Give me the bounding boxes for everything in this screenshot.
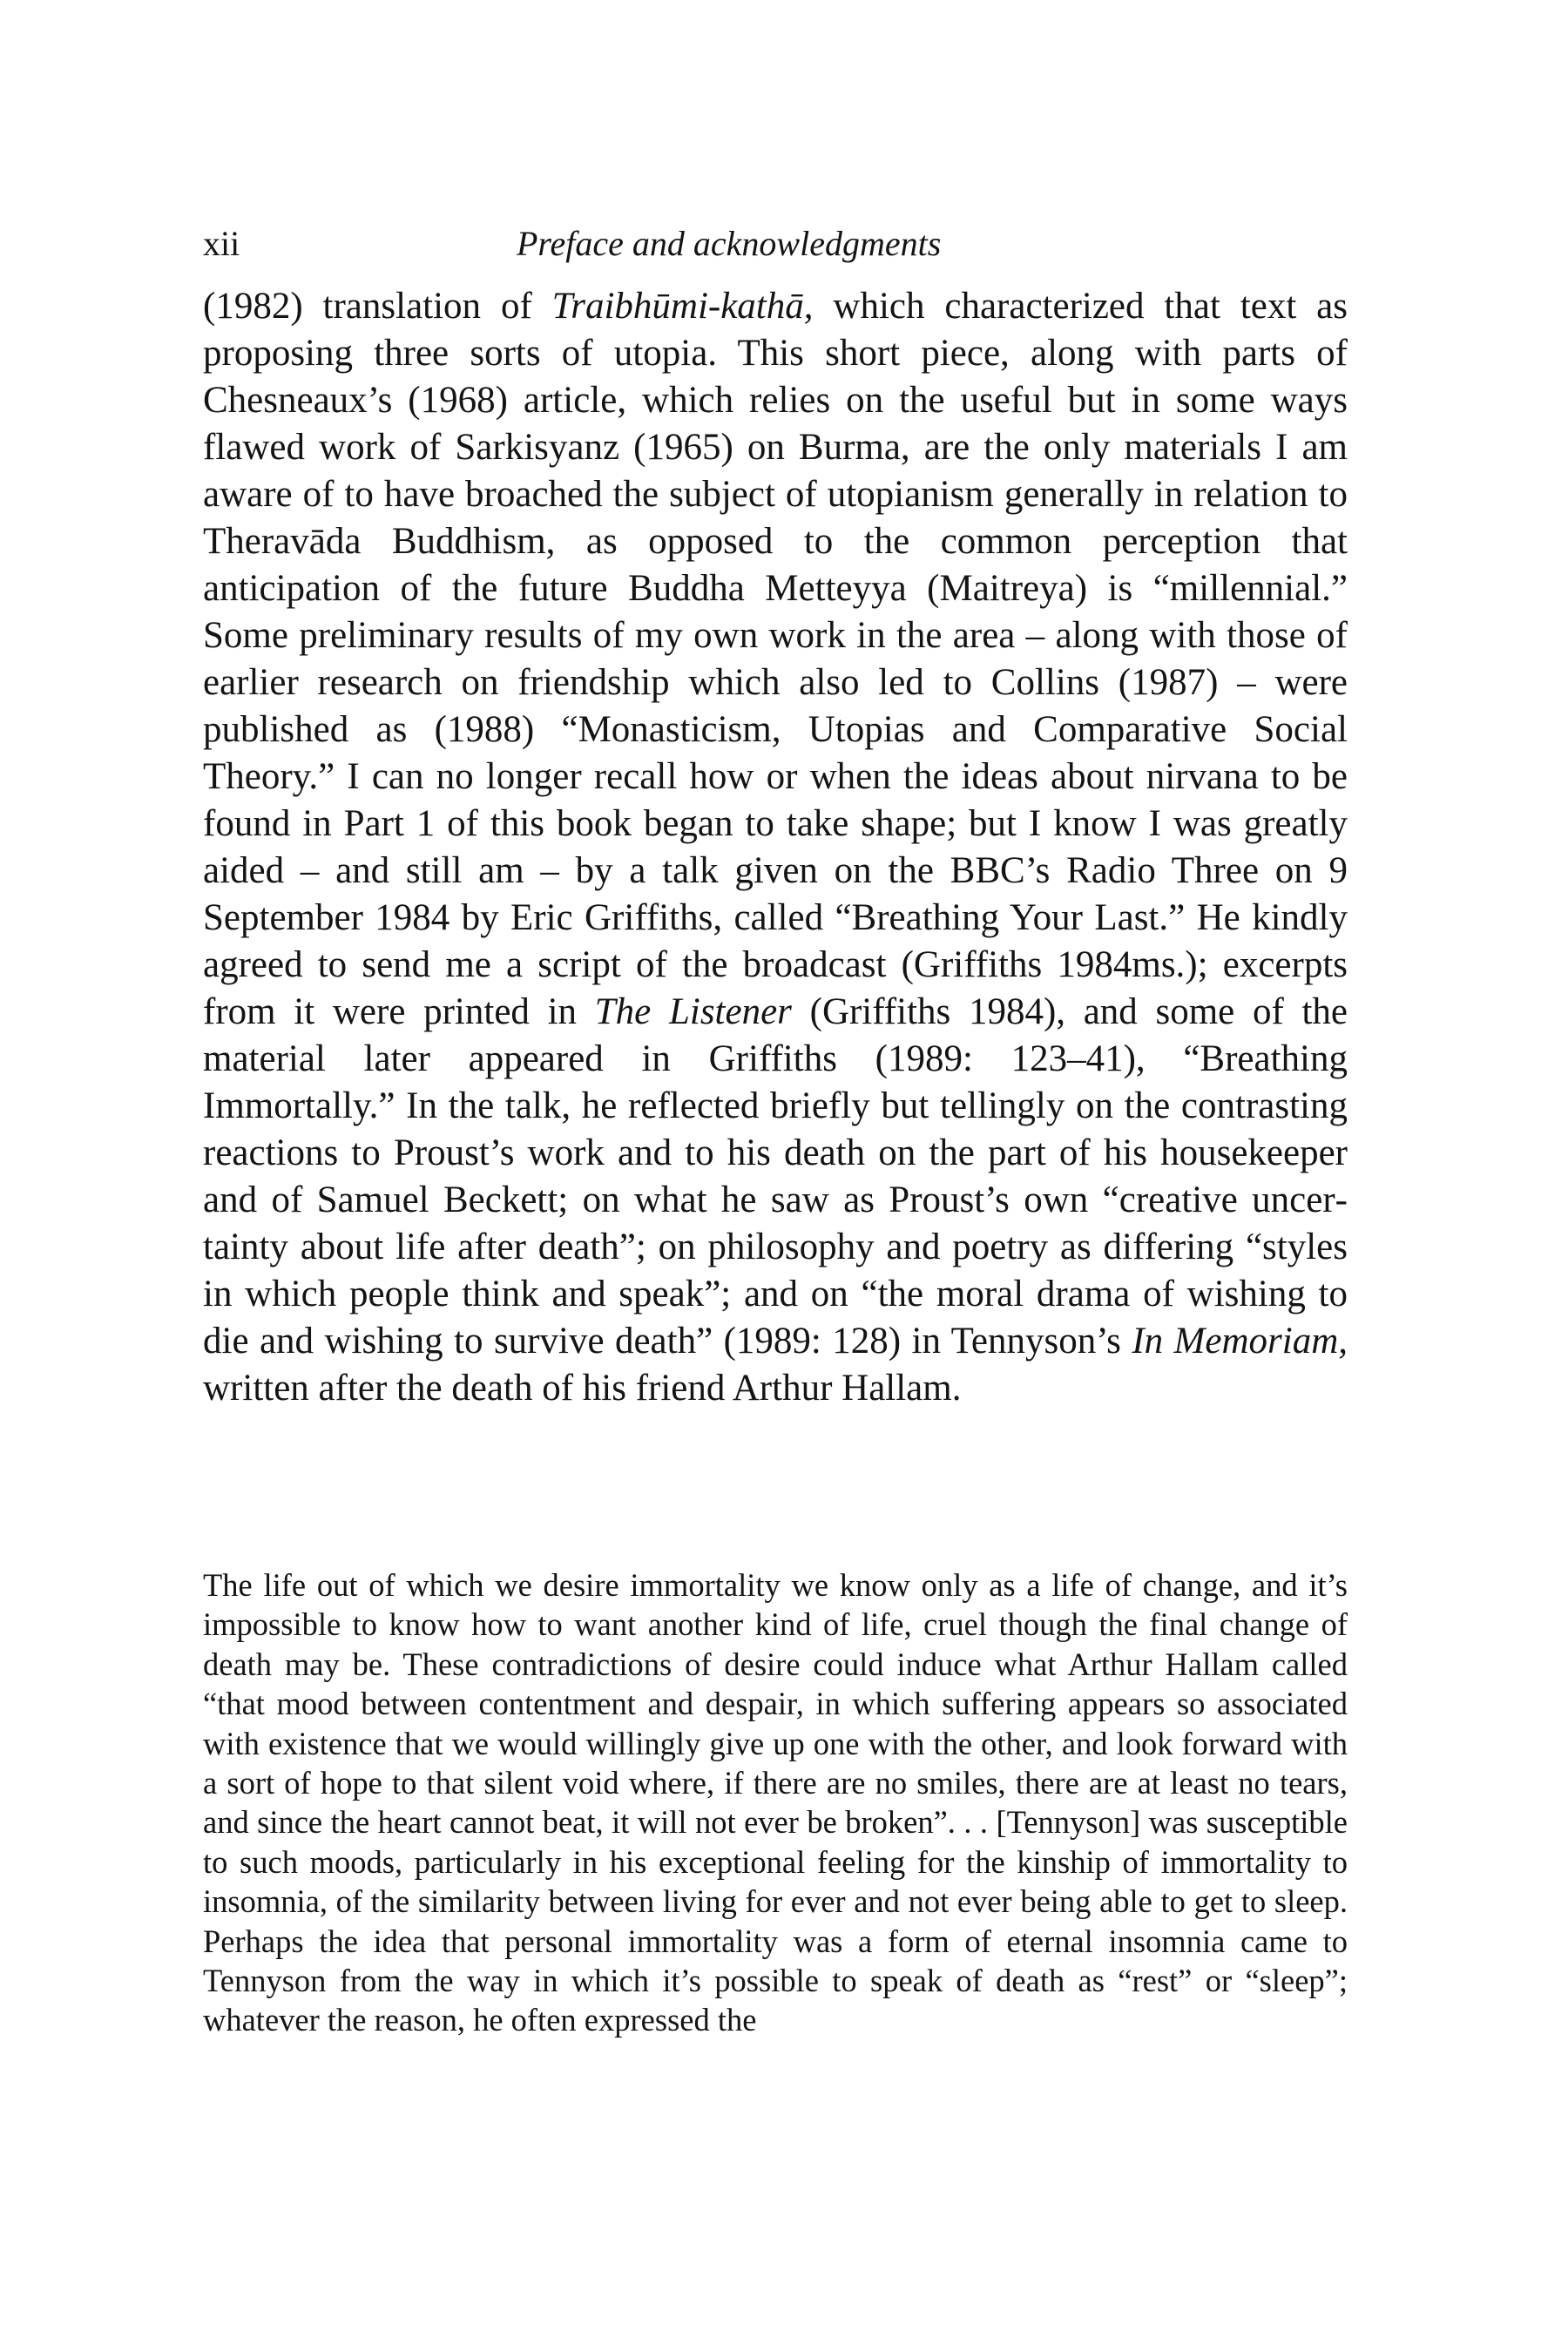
main-paragraph-segment: which characterized that text as proposing three sorts of utopia. This short piece, along with parts of Chesneaux’s (1968) article, which relies on the useful but in some ways flawed work of Sarkisyanz (1965) on Burma, are the only materials I am aware of to have broached the subject of utopianism generally in relation to Theravāda Buddhism, as opposed to the common perception that anticipation of the future Buddha Metteyya (Maitreya) is “millennial.” Some preliminary results of my own work in the area – along with those of earlier research on friendship which also led to Collins (1987) – were published as (1988) “Monasticism, Utopias and Comparative Social Theory.” I can no longer recall how or when the ideas about nirvana to be found in Part 1 of this book began to take shape; but I know I was greatly aided – and still am – by a talk given on the BBC’s Radio Three on 9 September 1984 by Eric Griffiths, called “Breathing Your Last.” He kindly agreed to send me a script of the broadcast (Griffiths 1984ms.); excerpts from it were printed in <box>203 286 1348 1032</box>
main-paragraph-segment: (Griffiths 1984), and some of the material later appeared in Griffiths (1989: 123–41), “Breathing Immortally.” In the talk, he reflected briefly but tellingly on the contrasting reactions to Proust’s work and to his death on the part of his housekeeper and of Samuel Beckett; on what he saw as Proust’s own “creative uncertainty about life after death”; on philosophy and poetry as differing “styles in which people think and speak”; and on “the moral drama of wishing to die and wishing to survive death” (1989: 128) in Tennyson’s <box>203 991 1348 1362</box>
running-head-title: Preface and acknowledgments <box>517 224 942 263</box>
main-paragraph-segment: written after the death of his friend Arthur Hallam. <box>203 1368 962 1409</box>
main-paragraph <box>203 283 1348 1412</box>
title-in-memoriam: In Memoriam, <box>1132 1321 1348 1362</box>
running-head <box>203 218 1348 270</box>
block-quote: The life out of which we desire immortality we know only as a life of change, and it’s impossible to know how to want another kind of life, cruel though the final change of death may be. These contradictions of desire could induce what Arthur Hallam called “that mood between contentment and despair, in which suffering appears so associated with existence that we would willingly give up one with the other, and look forward with a sort of hope to that silent void where, if there are no smiles, there are at least no tears, and since the heart cannot beat, it will not ever be broken”. . . [Tennyson] was susceptible to such moods, particularly in his exceptional feeling for the kinship of immortality to insomnia, of the similarity between living for ever and not ever being able to get to sleep. Perhaps the idea that personal immortality was a form of eternal insomnia came to Tennyson from the way in which it’s possible to speak of death as “rest” or “sleep”; whatever the reason, he often expressed the <box>203 1567 1348 2038</box>
title-the-listener: The Listener <box>594 991 792 1032</box>
page-number: xii <box>203 224 240 263</box>
title-traibhumi-katha: Traibhūmi-kathā, <box>551 286 814 327</box>
main-paragraph-segment: (1982) translation of <box>203 286 552 327</box>
